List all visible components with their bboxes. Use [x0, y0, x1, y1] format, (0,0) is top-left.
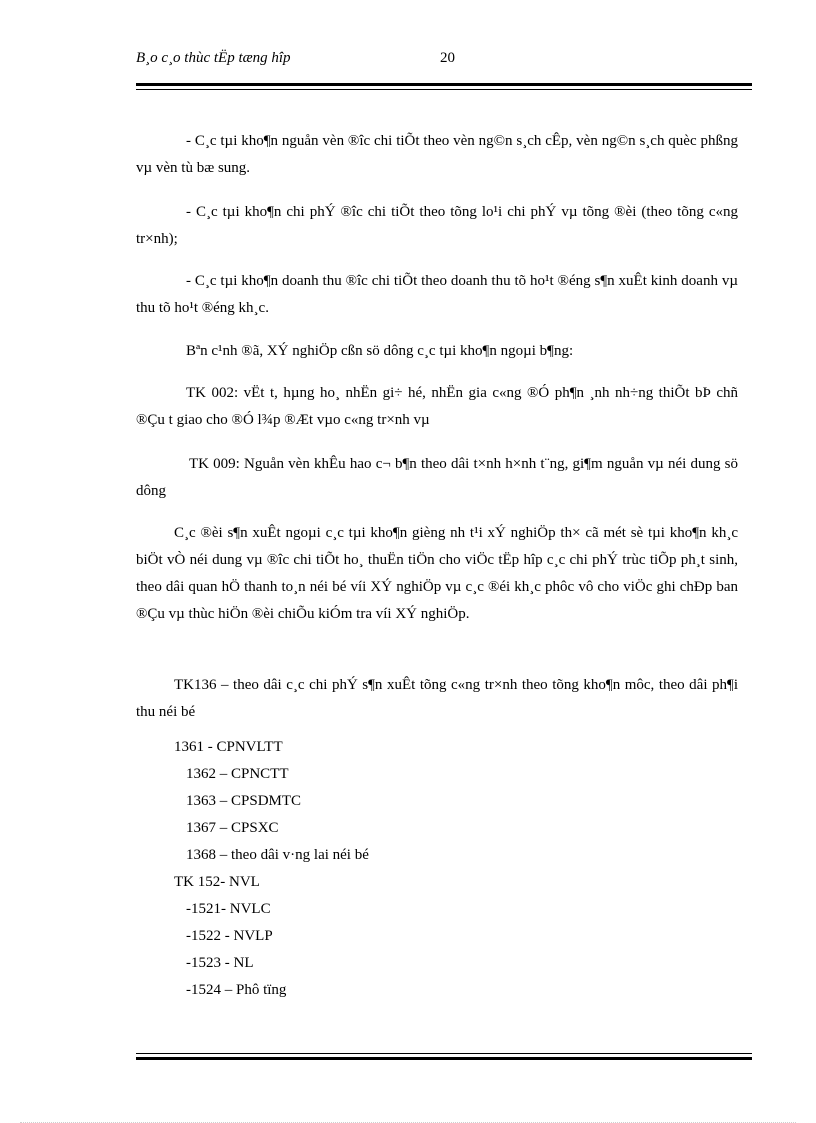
page-number: 20 — [440, 50, 455, 66]
account-item: 1362 – CPNCTT — [186, 766, 289, 782]
header-rule-thick — [136, 83, 752, 86]
account-item: 1363 – CPSDMTC — [186, 793, 302, 809]
footer-rule-thin — [136, 1053, 752, 1054]
account-item: 1368 – theo dâi v·ng lai néi bé — [186, 847, 369, 863]
account-item: 1367 – CPSXC — [186, 820, 279, 836]
account-item: -1524 – Phô tïng — [186, 982, 287, 998]
footer-rule-thick — [136, 1057, 752, 1060]
paragraph: TK 009: Nguån vèn khÊu hao c¬ b¶n theo dâi t×nh h×nh t¨ng, gi¶m nguån vµ néi dung sö dông — [136, 456, 738, 499]
paragraph: TK 002: vËt t, hµng ho¸ nhËn gi÷ hé, nhËn gia c«ng ®Ó ph¶n ¸nh nh÷ng thiÕt bÞ chñ ®Çu t giao cho ®Ó l¾p ®Æt vµo c«ng tr×nh vµ — [136, 385, 738, 428]
page-header — [136, 50, 752, 72]
paragraph: - C¸c tµi kho¶n doanh thu ®îc chi tiÕt theo doanh thu tõ ho¹t ®éng s¶n xuÊt kinh doanh vµ thu tõ ho¹t ®éng kh¸c. — [136, 273, 738, 316]
account-item: 1361 - CPNVLTT — [174, 739, 283, 755]
paragraph: C¸c ®èi s¶n xuÊt ngoµi c¸c tµi kho¶n gièng nh t¹i xÝ nghiÖp th× cã mét sè tµi kho¶n kh¸c biÖt vÒ néi dung vµ ®îc chi tiÕt ho¸ thuËn tiÖn cho viÖc tËp hîp c¸c chi phÝ trùc tiÕp ph¸t sinh, theo dâi quan hÖ thanh to¸n néi bé víi XÝ nghiÖp vµ c¸c ®éi kh¸c phôc vô cho viÖc ghi chÐp ban ®Çu vµ thùc hiÖn ®èi chiÕu kiÓm tra víi XÝ nghiÖp. — [136, 525, 738, 622]
paragraph: - C¸c tµi kho¶n nguån vèn ®îc chi tiÕt theo vèn ng©n s¸ch cÊp, vèn ng©n s¸ch quèc phßng vµ vèn tù bæ sung. — [136, 133, 738, 176]
paragraph: - C¸c tµi kho¶n chi phÝ ®îc chi tiÕt theo tõng lo¹i chi phÝ vµ tõng ®èi (theo tõng c«ng tr×nh); — [136, 204, 738, 247]
header-rule-thin — [136, 89, 752, 90]
account-item: -1522 - NVLP — [186, 928, 273, 944]
header-title: B¸o c¸o thùc tËp tæng hîp — [136, 50, 291, 66]
account-item: -1521- NVLC — [186, 901, 271, 917]
account-item: TK 152- NVL — [174, 874, 260, 890]
account-item: -1523 - NL — [186, 955, 254, 971]
paragraph: TK136 – theo dâi c¸c chi phÝ s¶n xuÊt tõng c«ng tr×nh theo tõng kho¶n môc, theo dâi ph¶i thu néi bé — [136, 677, 738, 720]
paragraph: Bªn c¹nh ®ã, XÝ nghiÖp cßn sö dông c¸c tµi kho¶n ngoµi b¶ng: — [186, 343, 574, 359]
